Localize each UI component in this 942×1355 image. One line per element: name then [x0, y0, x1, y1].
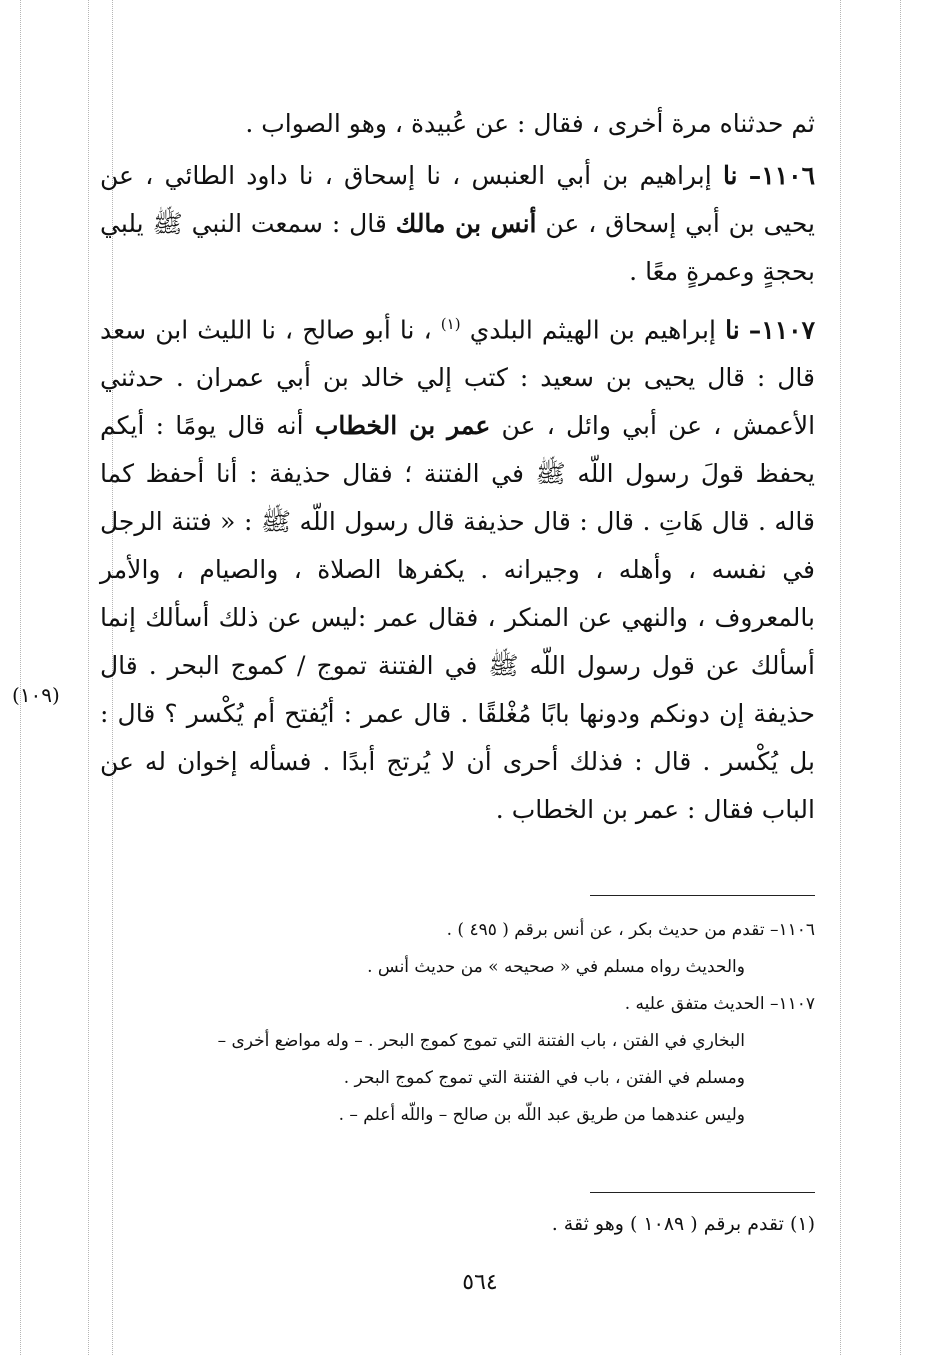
note-line: ١١٠٧– الحديث متفق عليه .: [624, 994, 815, 1014]
guide-line: [20, 0, 21, 1355]
narrator-name: أنس بن مالك: [395, 209, 537, 238]
separator-rule: [590, 895, 815, 896]
footnote-ref: (١): [440, 315, 461, 333]
hadith-number: ١١٠٧–: [748, 315, 815, 345]
note-line: ١١٠٦– تقدم من حديث بكر ، عن أنس برقم ( ٤٩٥ ) .: [446, 920, 815, 940]
hadith-text: قال : سمعت النبي ﷺ يلبي بحجةٍ وعمرةٍ معًا .: [100, 209, 815, 286]
note-line: البخاري في الفتن ، باب الفتنة التي تموج كموج البحر . – وله مواضع أخرى –: [217, 1031, 745, 1051]
intro-text: ثم حدثناه مرة أخرى ، فقال : عن عُبيدة ، وهو الصواب .: [245, 109, 815, 138]
guide-line: [900, 0, 901, 1355]
intro-line: [100, 100, 815, 148]
note-line: والحديث رواه مسلم في « صحيحه » من حديث أنس .: [367, 957, 745, 977]
guide-line: [840, 0, 841, 1355]
hadith-text: ، نا أبو صالح ، نا الليث ابن سعد قال : قال يحيى بن سعيد : كتب إلي خالد بن أبي عمران . حدثني الأعمش ، عن أبي وائل ، عن: [100, 315, 816, 441]
guide-line: [88, 0, 89, 1355]
hadith-1107: [100, 300, 815, 834]
page: [12, 100, 816, 1295]
note-line: ومسلم في الفتن ، باب في الفتنة التي تموج كموج البحر .: [343, 1068, 745, 1088]
narration-word: نا: [722, 161, 738, 190]
hadith-text: إبراهيم بن أبي العنبس ، نا إسحاق ، نا داود الطائي ، عن يحيى بن أبي إسحاق ، عن: [100, 161, 816, 238]
commentary: [100, 912, 815, 1134]
page-number: ٥٦٤: [462, 1270, 498, 1295]
note-line: وليس عندهما من طريق عبد اللّه بن صالح – واللّه أعلم – .: [338, 1105, 745, 1125]
footnote-rule: [590, 1192, 815, 1193]
narrator-name: عمر بن الخطاب: [314, 411, 491, 441]
hadith-text: أنه قال يومًا : أيكم يحفظ قولَ رسول اللّه ﷺ في الفتنة ؛ فقال حذيفة : أنا أحفظ كما قاله . قال هَاتِ . قال : قال حذيفة قال رسول اللّه ﷺ : « فتنة الرجل في نفسه ، وأهله ، وجيرانه . يكفرها الصلاة ، والصيام ، والأمر بالمعروف ، والنهي عن المنكر ، فقال عمر :ليس عن ذلك أسألك إنما أسألك عن قول رسول اللّه ﷺ في الفتنة تموج / كموج البحر . قال حذيفة إن دونكم ودونها بابًا مُغْلقًا . قال عمر : أيُفتح أم يُكْسر ؟ قال : بل يُكْسر . قال : فذلك أحرى أن لا يُرتج أبدًا . فسأله إخوان له عن الباب فقال : عمر بن الخطاب .: [100, 411, 815, 825]
footnote: (١) تقدم برقم ( ١٠٨٩ ) وهو ثقة .: [551, 1213, 815, 1235]
hadith-number: ١١٠٦–: [748, 161, 816, 190]
narration-word: نا: [725, 315, 740, 345]
hadith-1106: [100, 152, 815, 296]
margin-folio-ref: (١٠٩): [12, 683, 60, 707]
main-text: [100, 100, 815, 834]
hadith-text: إبراهيم بن الهيثم البلدي: [469, 315, 716, 345]
